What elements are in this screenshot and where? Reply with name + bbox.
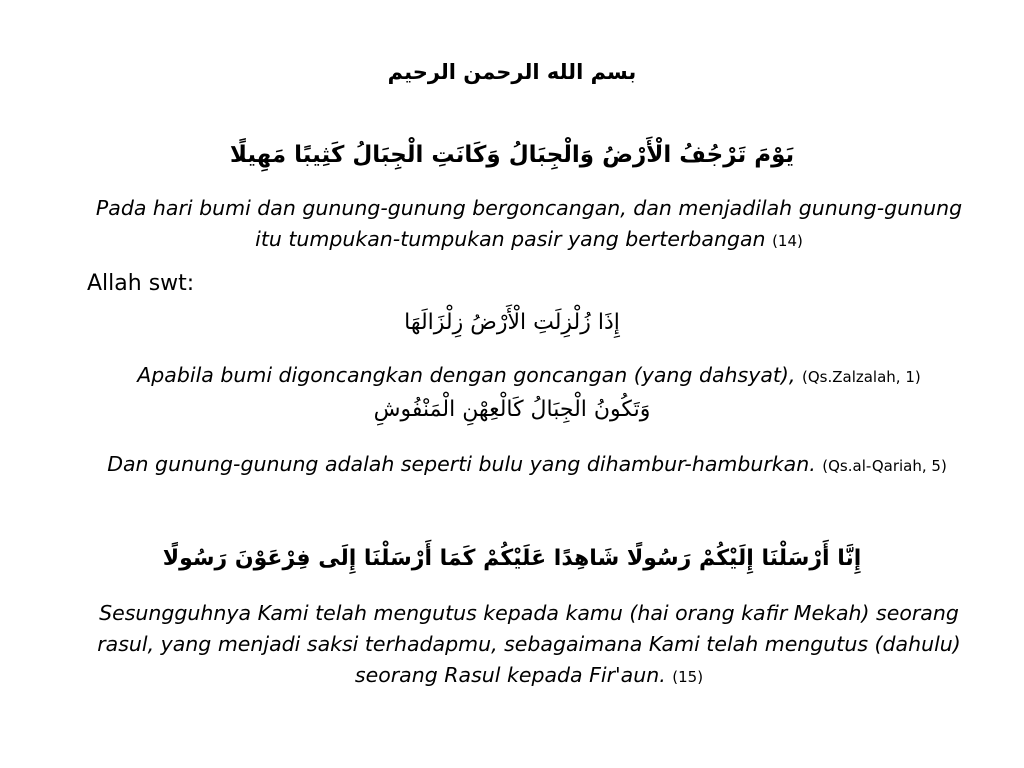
- allah-label: Allah swt:: [87, 271, 195, 296]
- verse-1-translation: [84, 193, 974, 257]
- verse-2-reference: (Qs.Zalzalah, 1): [801, 368, 921, 386]
- verse-2-arabic: إِذَا زُلْزِلَتِ الْأَرْضُ زِلْزَالَهَا: [404, 310, 620, 335]
- verse-1-translation-text: Pada hari bumi dan gunung-gunung bergoncangan, dan menjadilah gunung-gunung itu tumpukan-tumpukan pasir yang berterbangan: [95, 196, 963, 251]
- verse-1-reference: (14): [772, 232, 803, 250]
- verse-4-translation: [96, 598, 962, 693]
- verse-3-translation: [92, 450, 962, 480]
- verse-4-translation-text: Sesungguhnya Kami telah mengutus kepada kamu (hai orang kafir Mekah) seorang rasul, yang menjadi saksi terhadapmu, sebagaimana Kami telah mengutus (dahulu) seorang Rasul kepada Fir'aun.: [97, 601, 961, 687]
- verse-2-translation-text: Apabila bumi digoncangkan dengan goncangan (yang dahsyat),: [137, 363, 796, 387]
- verse-4-reference: (15): [672, 668, 704, 686]
- verse-3-reference: (Qs.al-Qariah, 5): [822, 457, 947, 475]
- basmala-heading: بسم الله الرحمن الرحيم: [387, 60, 637, 84]
- verse-3-translation-text: Dan gunung-gunung adalah seperti bulu yang dihambur-hamburkan.: [107, 452, 816, 476]
- verse-2-translation: [84, 360, 974, 393]
- verse-1-arabic: يَوْمَ تَرْجُفُ الْأَرْضُ وَالْجِبَالُ وَكَانَتِ الْجِبَالُ كَثِيبًا مَهِيلًا: [229, 142, 795, 168]
- verse-4-arabic: إِنَّا أَرْسَلْنَا إِلَيْكُمْ رَسُولًا شَاهِدًا عَلَيْكُمْ كَمَا أَرْسَلْنَا إِلَى فِرْعَوْنَ رَسُولًا: [162, 546, 862, 571]
- verse-3-arabic: وَتَكُونُ الْجِبَالُ كَالْعِهْنِ الْمَنْفُوشِ: [373, 397, 651, 422]
